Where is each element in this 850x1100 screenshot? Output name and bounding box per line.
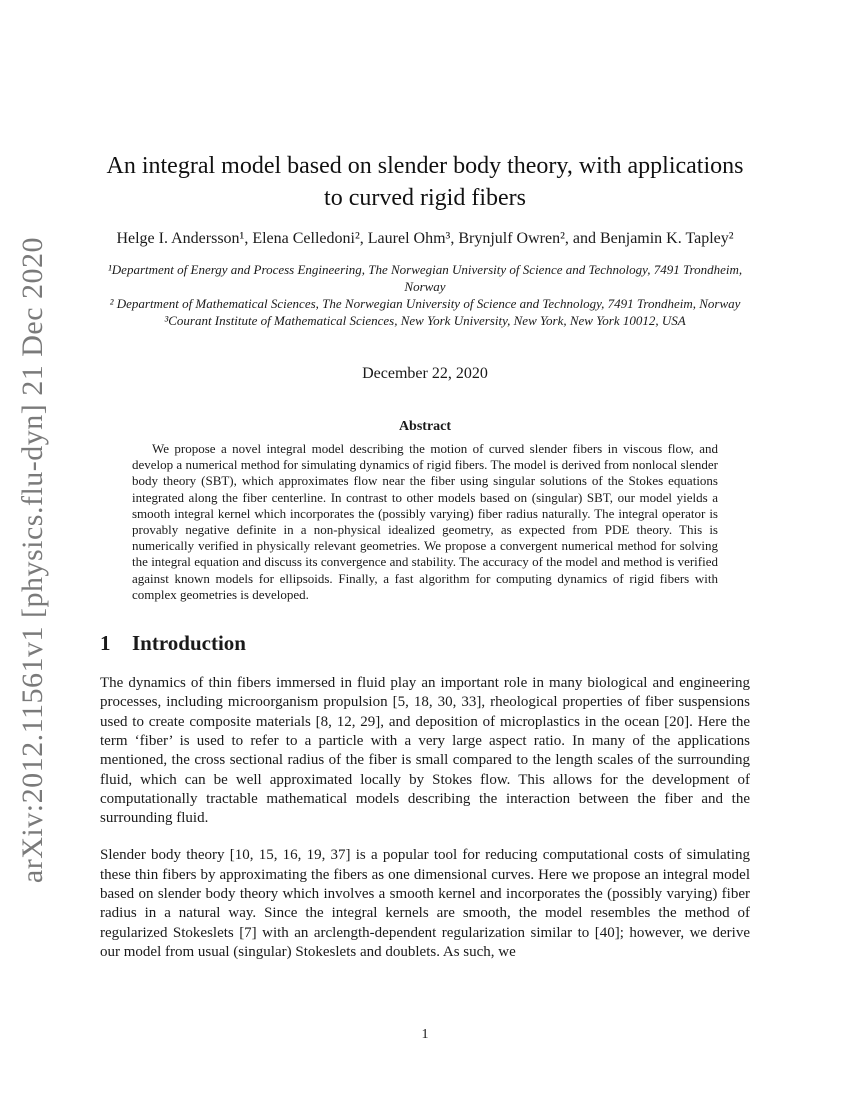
section-title: Introduction (132, 631, 246, 656)
section-number: 1 (100, 631, 111, 656)
abstract-heading: Abstract (398, 419, 452, 434)
abstract-text: We propose a novel integral model describing the motion of curved slender fibers in viscous flow, and develop a numerical method for simulating dynamics of rigid fibers. The model is derived from nonlocal slender body theory (SBT), which approximates flow near the fiber using singular solutions of the Stokes equations integrated along the fiber centerline. In contrast to other models based on (singular) SBT, our model yields a smooth integral kernel which incorporates the (possibly varying) fiber radius naturally. The integral operator is provably negative definite in a non-physical idealized geometry, as expected from PDE theory. This is numerically verified in physically relevant geometries. We propose a convergent numerical method for solving the integral equation and discuss its convergence and stability. The accuracy of the model and method is verified against known models for ellipsoids. Finally, a fast algorithm for computing dynamics of rigid fibers with complex geometries is developed. (132, 441, 718, 602)
abstract (132, 419, 718, 603)
publication-date: December 22, 2020 (362, 365, 488, 382)
arxiv-identifier (8, 236, 58, 884)
paragraph-2: Slender body theory [10, 15, 16, 19, 37] is a popular tool for reducing computational costs of simulating these thin fibers by approximating the fibers as one dimensional curves. Here we propose an integral model based on slender body theory which involves a smooth kernel and incorporates the (possibly varying) fiber radius in a natural way. Since the integral kernels are smooth, the model resembles the method of regularized Stokeslets [7] with an arclength-dependent regularization similar to [40]; however, we derive our model from usual (singular) Stokeslets and doublets. As such, we (100, 847, 750, 960)
paragraph-1: The dynamics of thin fibers immersed in fluid play an important role in many biological and engineering processes, including microorganism propulsion [5, 18, 30, 33], rheological properties of fiber suspensions used to create composite materials [8, 12, 29], and deposition of microplastics in the ocean [20]. Here the term ‘fiber’ is used to refer to a particle with a very large aspect ratio. In many of the applications mentioned, the cross sectional radius of the fiber is small compared to the length scales of the surrounding fluid, which can be well approximated locally by Stokes flow. This allows for the development of computationally tractable mathematical models describing the interaction between the fiber and the surrounding fluid. (100, 675, 750, 827)
author-list: Helge I. Andersson¹, Elena Celledoni², Laurel Ohm³, Brynjulf Owren², and Benjamin K. Tapley² (116, 230, 734, 247)
affiliations (100, 261, 750, 329)
affiliation-2: ² Department of Mathematical Sciences, The Norwegian University of Science and Technology, 7491 Trondheim, Norway (109, 296, 741, 311)
arxiv-identifier-text: arXiv:2012.11561v1 [physics.flu-dyn] 21 Dec 2020 (16, 236, 49, 884)
paper-title: An integral model based on slender body theory, with applications to curved rigid fibers (106, 153, 744, 211)
affiliation-3: ³Courant Institute of Mathematical Sciences, New York University, New York, New York 10012, USA (164, 313, 686, 328)
paper-page (100, 150, 750, 962)
affiliation-1: ¹Department of Energy and Process Engineering, The Norwegian University of Science and Technology, 7491 Trondheim, Norway (107, 262, 743, 294)
page-number: 1 (421, 1027, 429, 1042)
section-heading (100, 631, 750, 656)
